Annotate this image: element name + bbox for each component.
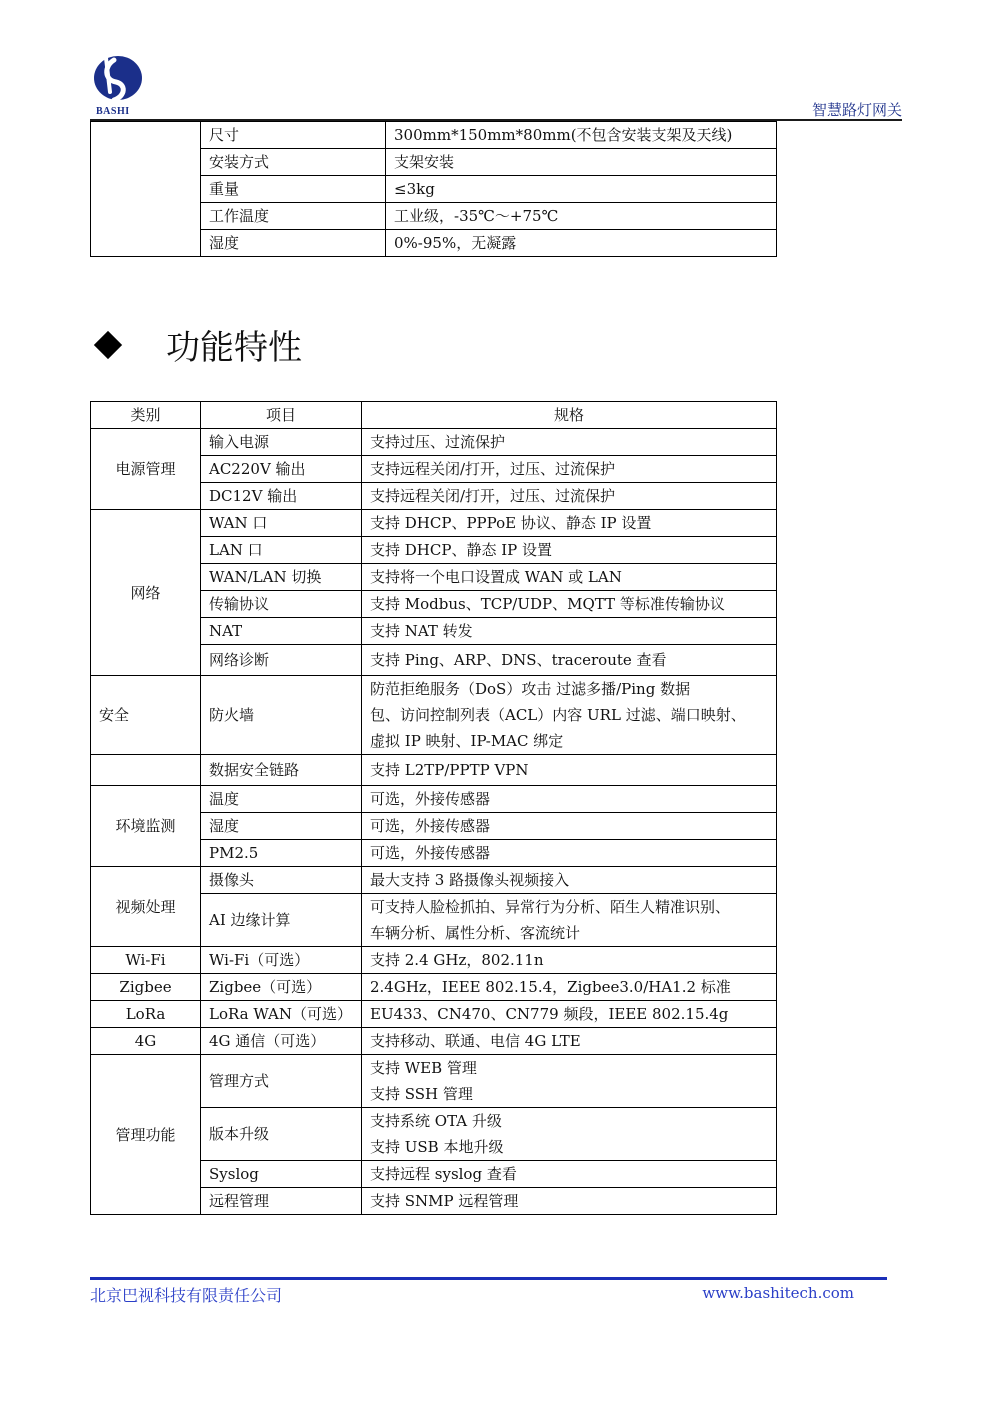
table-row bbox=[91, 755, 777, 786]
category-cell: Zigbee bbox=[91, 974, 201, 1001]
section-title-text: 功能特性 bbox=[166, 328, 302, 368]
spec-table bbox=[90, 121, 777, 257]
table-row bbox=[91, 1001, 777, 1028]
category-cell: 电源管理 bbox=[91, 429, 201, 510]
category-cell: LoRa bbox=[91, 1001, 201, 1028]
spec-item: 重量 bbox=[201, 176, 386, 203]
item-cell: LAN 口 bbox=[201, 537, 362, 564]
item-cell: LoRa WAN（可选） bbox=[201, 1001, 362, 1028]
item-cell: 远程管理 bbox=[201, 1188, 362, 1215]
table-row bbox=[91, 510, 777, 537]
spec-cell: 可选，外接传感器 bbox=[362, 786, 777, 813]
item-cell: 网络诊断 bbox=[201, 645, 362, 676]
category-cell: 视频处理 bbox=[91, 867, 201, 947]
header-title: 智慧路灯网关 bbox=[811, 101, 902, 119]
category-cell: 安全 bbox=[91, 676, 201, 755]
spec-line: 包、访问控制列表（ACL）内容 URL 过滤、端口映射、 bbox=[370, 706, 746, 724]
diamond-icon bbox=[94, 330, 122, 358]
spec-cell: 支持远程 syslog 查看 bbox=[362, 1161, 777, 1188]
item-cell: 数据安全链路 bbox=[201, 755, 362, 786]
spec-line: 支持系统 OTA 升级 bbox=[370, 1112, 502, 1130]
item-cell: Zigbee（可选） bbox=[201, 974, 362, 1001]
item-cell: 摄像头 bbox=[201, 867, 362, 894]
spec-value: 工业级，-35℃～+75℃ bbox=[386, 203, 777, 230]
table-row bbox=[91, 1055, 777, 1108]
item-cell: 防火墙 bbox=[201, 676, 362, 755]
item-cell: 温度 bbox=[201, 786, 362, 813]
item-cell: 输入电源 bbox=[201, 429, 362, 456]
spec-item: 安装方式 bbox=[201, 149, 386, 176]
item-cell: WAN 口 bbox=[201, 510, 362, 537]
header-category: 类别 bbox=[91, 402, 201, 429]
spec-category-cell bbox=[91, 122, 201, 257]
table-row bbox=[91, 947, 777, 974]
spec-cell: 可选，外接传感器 bbox=[362, 840, 777, 867]
footer-url[interactable]: www.bashitech.com bbox=[702, 1284, 854, 1302]
item-cell: 4G 通信（可选） bbox=[201, 1028, 362, 1055]
logo-text: BASHI bbox=[96, 106, 130, 117]
spec-item: 湿度 bbox=[201, 230, 386, 257]
spec-cell: 支持远程关闭/打开，过压、过流保护 bbox=[362, 456, 777, 483]
spec-value: 0%-95%，无凝露 bbox=[386, 230, 777, 257]
item-cell: Wi-Fi（可选） bbox=[201, 947, 362, 974]
category-cell: 4G bbox=[91, 1028, 201, 1055]
spec-line: 车辆分析、属性分析、客流统计 bbox=[370, 924, 581, 942]
item-cell: WAN/LAN 切换 bbox=[201, 564, 362, 591]
category-cell: Wi-Fi bbox=[91, 947, 201, 974]
category-cell: 管理功能 bbox=[91, 1055, 201, 1215]
feature-table bbox=[90, 401, 777, 1215]
table-row bbox=[91, 867, 777, 894]
spec-cell: 支持过压、过流保护 bbox=[362, 429, 777, 456]
footer-divider bbox=[90, 1277, 887, 1280]
item-cell: 湿度 bbox=[201, 813, 362, 840]
table-row bbox=[91, 122, 777, 149]
table-row bbox=[91, 676, 777, 755]
spec-cell: 支持 SNMP 远程管理 bbox=[362, 1188, 777, 1215]
table-row bbox=[91, 974, 777, 1001]
item-cell: DC12V 输出 bbox=[201, 483, 362, 510]
spec-cell: 支持 DHCP、静态 IP 设置 bbox=[362, 537, 777, 564]
table-row bbox=[91, 786, 777, 813]
spec-cell: 可选，外接传感器 bbox=[362, 813, 777, 840]
spec-value: ≤3kg bbox=[386, 176, 777, 203]
spec-value: 300mm*150mm*80mm(不包含安装支架及天线) bbox=[386, 122, 777, 149]
section-title bbox=[92, 320, 302, 369]
spec-cell: 支持 Modbus、TCP/UDP、MQTT 等标准传输协议 bbox=[362, 591, 777, 618]
table-row bbox=[91, 429, 777, 456]
spec-cell: 支持 L2TP/PPTP VPN bbox=[362, 755, 777, 786]
spec-cell: 支持 DHCP、PPPoE 协议、静态 IP 设置 bbox=[362, 510, 777, 537]
spec-line: 支持 USB 本地升级 bbox=[370, 1138, 504, 1156]
item-cell: Syslog bbox=[201, 1161, 362, 1188]
spec-cell: 支持远程关闭/打开，过压、过流保护 bbox=[362, 483, 777, 510]
table-header-row bbox=[91, 402, 777, 429]
header-item: 项目 bbox=[201, 402, 362, 429]
category-cell: 网络 bbox=[91, 510, 201, 676]
spec-cell: 支持 2.4 GHz，802.11n bbox=[362, 947, 777, 974]
category-cell bbox=[91, 755, 201, 786]
spec-cell: 最大支持 3 路摄像头视频接入 bbox=[362, 867, 777, 894]
spec-item: 尺寸 bbox=[201, 122, 386, 149]
spec-cell: 支持将一个电口设置成 WAN 或 LAN bbox=[362, 564, 777, 591]
spec-line: 支持 WEB 管理 bbox=[370, 1059, 477, 1077]
item-cell: 版本升级 bbox=[201, 1108, 362, 1161]
footer-company: 北京巴视科技有限责任公司 bbox=[90, 1286, 283, 1305]
spec-line: 支持 SSH 管理 bbox=[370, 1085, 473, 1103]
spec-item: 工作温度 bbox=[201, 203, 386, 230]
item-cell: 传输协议 bbox=[201, 591, 362, 618]
spec-cell bbox=[362, 676, 777, 755]
spec-cell bbox=[362, 1108, 777, 1161]
spec-cell: 支持 NAT 转发 bbox=[362, 618, 777, 645]
spec-line: 防范拒绝服务（DoS）攻击 过滤多播/Ping 数据 bbox=[370, 680, 691, 698]
spec-cell bbox=[362, 894, 777, 947]
spec-cell bbox=[362, 1055, 777, 1108]
spec-cell: 支持移动、联通、电信 4G LTE bbox=[362, 1028, 777, 1055]
item-cell: AI 边缘计算 bbox=[201, 894, 362, 947]
spec-line: 可支持人脸检抓拍、异常行为分析、陌生人精准识别、 bbox=[370, 898, 731, 916]
spec-value: 支架安装 bbox=[386, 149, 777, 176]
spec-cell: EU433、CN470、CN779 频段，IEEE 802.15.4g bbox=[362, 1001, 777, 1028]
category-cell: 环境监测 bbox=[91, 786, 201, 867]
item-cell: NAT bbox=[201, 618, 362, 645]
header-spec: 规格 bbox=[362, 402, 777, 429]
item-cell: 管理方式 bbox=[201, 1055, 362, 1108]
spec-cell: 2.4GHz，IEEE 802.15.4，Zigbee3.0/HA1.2 标准 bbox=[362, 974, 777, 1001]
spec-cell: 支持 Ping、ARP、DNS、traceroute 查看 bbox=[362, 645, 777, 676]
spec-line: 虚拟 IP 映射、IP-MAC 绑定 bbox=[370, 732, 564, 750]
item-cell: PM2.5 bbox=[201, 840, 362, 867]
item-cell: AC220V 输出 bbox=[201, 456, 362, 483]
table-row bbox=[91, 1028, 777, 1055]
